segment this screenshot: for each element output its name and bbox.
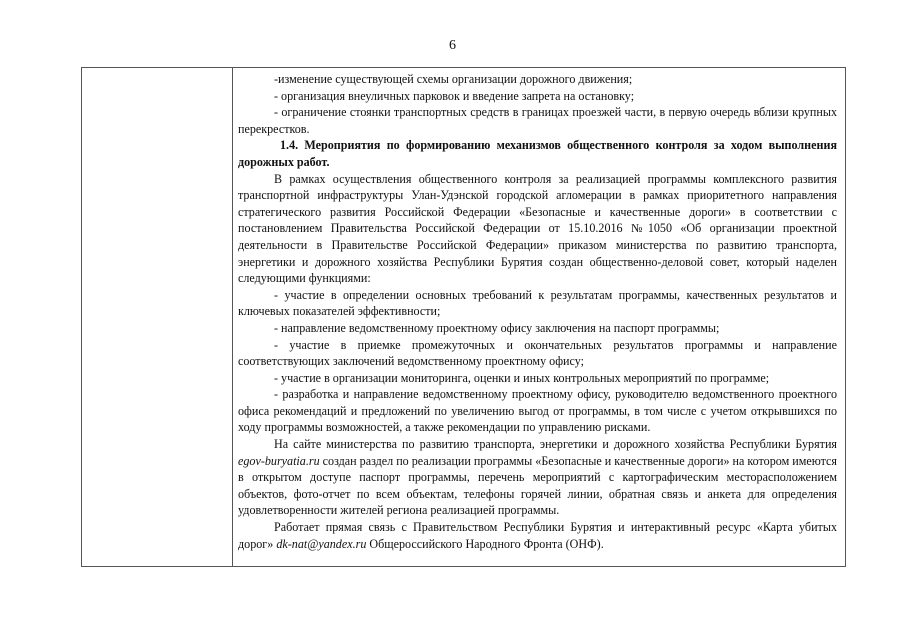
list-item-monitoring: - участие в организации мониторинга, оценки и иных контрольных мероприятий по программе;	[274, 370, 770, 385]
hotline-text-after: Общероссийского Народного Фронта (ОНФ).	[366, 536, 604, 551]
paragraph-stopping-restriction: - ограничение стоянки транспортных средств в границах проезжей части, в первую очередь вблизи крупных перекрестков.	[238, 105, 837, 136]
hotline-text-before: Работает прямая связь с Правительством Республики Бурятия и интерактивный ресурс «Карта убитых дорог»	[238, 520, 837, 551]
list-item-acceptance: - участие в приемке промежуточных и окончательных результатов программы и направление соответствующих заключений ведомственному проектному офису;	[238, 337, 837, 369]
paragraph-parking: - организация внеуличных парковок и введение запрета на остановку;	[274, 88, 635, 103]
email-link[interactable]: dk-nat@yandex.ru	[276, 536, 367, 551]
website-text-after: создан раздел по реализации программы «Безопасные и качественные дороги» на котором имеются в открытом доступе паспорт программы, перечень мероприятий с картографическим месторасположением объектов, фото-отчет по всем объектам, телефоны горячей линии, обратная связь и анкета для определения удовлетворенности жителей региона реализацией программы.	[238, 453, 837, 518]
paragraph-public-control: В рамках осуществления общественного контроля за реализацией программы комплексного развития транспортной инфраструктуры Улан-Удэнской городской агломерации в рамках приоритетного направления стратегического развития Российской Федерации «Безопасные и качественные дороги» в соответствии с постановлением Правительства Российской Федерации от 15.10.2016 №1050 «Об организации проектной деятельности в Правительстве Российской Федерации» приказом министерства по развитию транспорта, энергетики и дорожного хозяйства Республики Бурятия создан общественно-деловой совет, который наделен следующими функциями:	[238, 171, 837, 286]
paragraph-website	[238, 436, 837, 519]
list-item-recommendations: - разработка и направление ведомственному проектному офису, руководителю ведомственного проектного офиса рекомендаций и предложений по увеличению выгод от программы, в том числе с учетом открывшихся по ходу программы возможностей, а также рекомендации по управлению рисками.	[238, 387, 837, 435]
section-heading-1-4: 1.4. Мероприятия по формированию механизмов общественного контроля за ходом выполнения дорожных работ.	[238, 138, 837, 169]
right-column-text-cell	[232, 71, 845, 552]
paragraph-traffic-scheme: -изменение существующей схемы организации дорожного движения;	[274, 72, 633, 86]
left-column-empty-cell	[82, 68, 233, 566]
website-link[interactable]: egov-buryatia.ru	[238, 453, 320, 468]
page-number: 6	[449, 38, 456, 53]
website-text-before: На сайте министерства по развитию транспорта, энергетики и дорожного хозяйства Республики Бурятия	[274, 437, 837, 452]
list-item-passport-conclusion: - направление ведомственному проектному офису заключения на паспорт программы;	[274, 320, 720, 335]
list-item-requirements: - участие в определении основных требований к результатам программы, качественных результатов и ключевых показателей эффективности;	[238, 287, 837, 319]
document-table	[81, 67, 846, 567]
paragraph-hotline	[238, 519, 837, 552]
